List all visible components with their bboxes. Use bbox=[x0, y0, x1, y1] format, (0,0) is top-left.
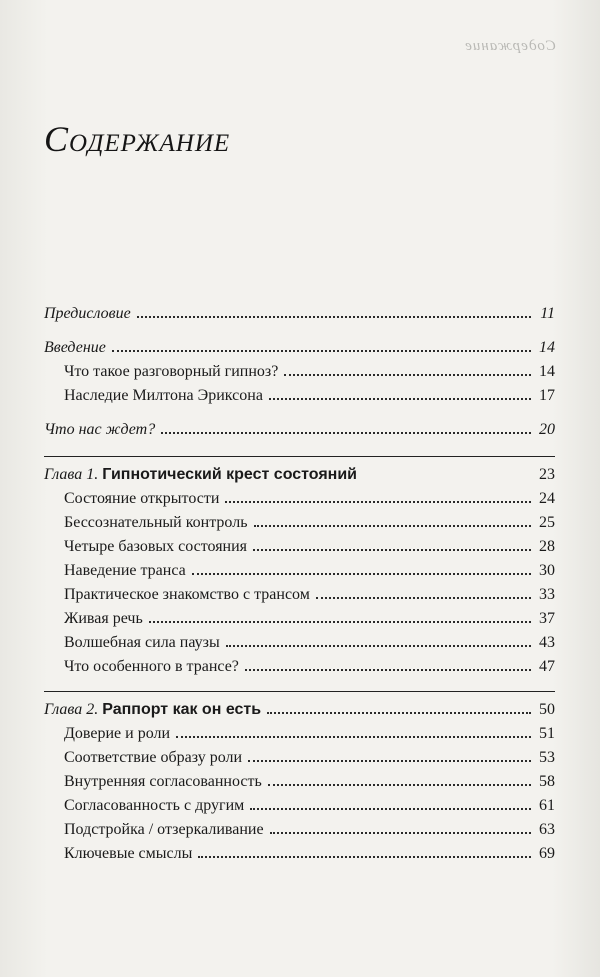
leader-dots bbox=[284, 374, 531, 376]
toc-entry-chapter-1[interactable] bbox=[44, 463, 555, 487]
toc-entry-page: 20 bbox=[539, 421, 555, 438]
toc-entry-label: Доверие и роли bbox=[64, 725, 171, 742]
toc-subentry[interactable] bbox=[44, 794, 555, 818]
toc-entry-page: 51 bbox=[539, 725, 555, 742]
leader-dots bbox=[269, 398, 531, 400]
toc-entry-page: 37 bbox=[539, 610, 555, 627]
toc-entry-intro[interactable] bbox=[44, 336, 555, 360]
toc-entry-label: Введение bbox=[44, 339, 106, 356]
toc-subentry[interactable] bbox=[44, 559, 555, 583]
leader-dots bbox=[316, 597, 531, 599]
leader-dots bbox=[245, 669, 531, 671]
toc-entry-label: Соответствие образу роли bbox=[64, 749, 243, 766]
toc-entry-page: 53 bbox=[539, 749, 555, 766]
toc-entry-label: Подстройка / отзеркаливание bbox=[64, 821, 264, 838]
toc-entry-label: Четыре базовых состояния bbox=[64, 538, 248, 555]
toc-subentry[interactable] bbox=[44, 511, 555, 535]
leader-dots bbox=[270, 832, 531, 834]
chapter-number: Глава 2. bbox=[44, 701, 99, 718]
toc-entry-page: 33 bbox=[539, 586, 555, 603]
toc-subentry[interactable] bbox=[44, 818, 555, 842]
toc-entry-page: 14 bbox=[539, 339, 555, 356]
toc-entry-label: Предисловие bbox=[44, 305, 131, 322]
leader-dots bbox=[137, 316, 531, 318]
toc-entry-page: 69 bbox=[539, 845, 555, 862]
leader-dots bbox=[112, 350, 531, 352]
leader-dots bbox=[226, 645, 531, 647]
toc-entry-page: 28 bbox=[539, 538, 555, 555]
toc-entry-page: 61 bbox=[539, 797, 555, 814]
toc-entry-label: Волшебная сила паузы bbox=[64, 634, 220, 651]
toc-entry-label: Что нас ждет? bbox=[44, 421, 156, 438]
toc-entry-page: 25 bbox=[539, 514, 555, 531]
toc-subentry[interactable] bbox=[44, 384, 555, 408]
toc-entry-page: 63 bbox=[539, 821, 555, 838]
toc-entry-page: 23 bbox=[539, 466, 555, 483]
toc-entry-label: Внутренняя согласованность bbox=[64, 773, 262, 790]
table-of-contents bbox=[44, 302, 555, 866]
leader-dots bbox=[250, 808, 531, 810]
toc-entry-label: Состояние открытости bbox=[64, 490, 220, 507]
chapter-number: Глава 1. bbox=[44, 466, 99, 483]
toc-subentry[interactable] bbox=[44, 722, 555, 746]
toc-entry-page: 30 bbox=[539, 562, 555, 579]
toc-entry-label: Наследие Милтона Эриксона bbox=[64, 387, 263, 404]
toc-entry-label: Ключевые смыслы bbox=[64, 845, 193, 862]
leader-dots bbox=[225, 501, 531, 503]
toc-entry-label: Что такое разговорный гипноз? bbox=[64, 363, 279, 380]
toc-entry-label: Согласованность с другим bbox=[64, 797, 245, 814]
leader-dots bbox=[248, 760, 531, 762]
chapter-divider bbox=[44, 456, 555, 457]
toc-subentry[interactable] bbox=[44, 535, 555, 559]
toc-subentry[interactable] bbox=[44, 583, 555, 607]
leader-dots bbox=[176, 736, 531, 738]
toc-entry-chapter-2[interactable] bbox=[44, 698, 555, 722]
chapter-divider bbox=[44, 691, 555, 692]
toc-entry-page: 47 bbox=[539, 658, 555, 675]
toc-entry-page: 11 bbox=[540, 305, 555, 322]
toc-entry-what-next[interactable] bbox=[44, 418, 555, 442]
toc-subentry[interactable] bbox=[44, 360, 555, 384]
toc-entry-label: Живая речь bbox=[64, 610, 143, 627]
toc-entry-label: Практическое знакомство с трансом bbox=[64, 586, 310, 603]
leader-dots bbox=[268, 784, 531, 786]
toc-subentry[interactable] bbox=[44, 487, 555, 511]
toc-entry-page: 17 bbox=[539, 387, 555, 404]
toc-subentry[interactable] bbox=[44, 607, 555, 631]
running-head: Содержание bbox=[464, 38, 556, 54]
leader-dots bbox=[253, 549, 531, 551]
toc-entry-page: 58 bbox=[539, 773, 555, 790]
toc-subentry[interactable] bbox=[44, 746, 555, 770]
chapter-title: Раппорт как он есть bbox=[102, 701, 262, 718]
toc-entry-label: Бессознательный контроль bbox=[64, 514, 248, 531]
toc-entry-page: 24 bbox=[539, 490, 555, 507]
toc-subentry[interactable] bbox=[44, 842, 555, 866]
toc-entry-preface[interactable] bbox=[44, 302, 555, 326]
leader-dots bbox=[267, 712, 531, 714]
toc-subentry[interactable] bbox=[44, 770, 555, 794]
toc-entry-label: Наведение транса bbox=[64, 562, 186, 579]
toc-entry-page: 43 bbox=[539, 634, 555, 651]
leader-dots bbox=[149, 621, 531, 623]
leader-dots bbox=[198, 856, 531, 858]
leader-dots bbox=[254, 525, 532, 527]
leader-dots bbox=[161, 432, 531, 434]
toc-subentry[interactable] bbox=[44, 655, 555, 679]
toc-subentry[interactable] bbox=[44, 631, 555, 655]
toc-entry-page: 50 bbox=[539, 701, 555, 718]
page-title: Содержание bbox=[44, 119, 231, 159]
leader-dots bbox=[192, 573, 531, 575]
toc-entry-page: 14 bbox=[539, 363, 555, 380]
chapter-title: Гипнотический крест состояний bbox=[102, 466, 358, 483]
toc-entry-label: Что особенного в трансе? bbox=[64, 658, 239, 675]
